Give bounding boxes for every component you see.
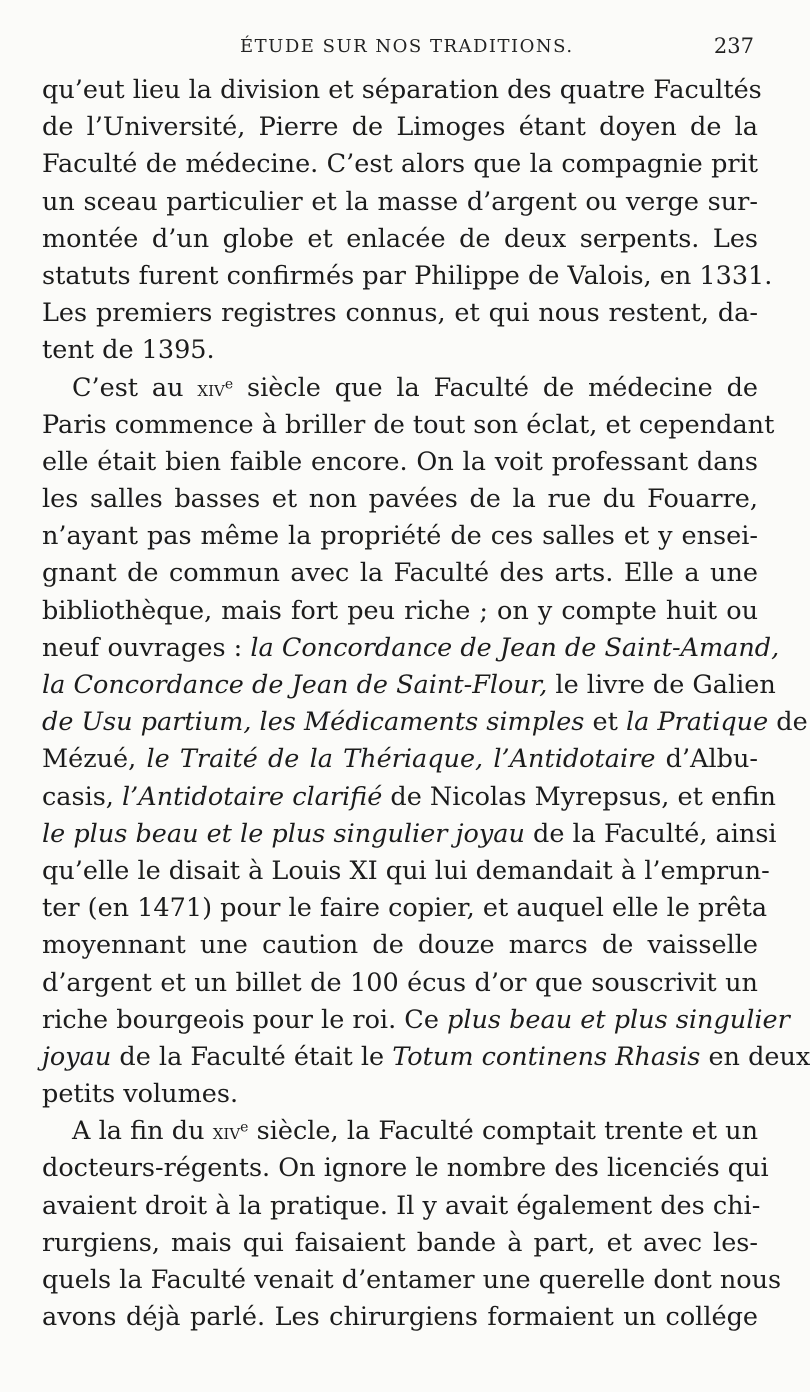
text-run: neuf ouvrages :: [42, 632, 251, 663]
text-line: [42, 704, 808, 741]
running-head: [42, 0, 758, 72]
emphasis: joyau: [42, 1041, 112, 1072]
text-line: de l’Université, Pierre de Limoges étant doyen de la: [42, 112, 758, 143]
text-line: bibliothèque, mais fort peu riche ; on y compte huit ou: [42, 595, 758, 626]
text-run: de la Faculté, ainsi: [524, 818, 777, 849]
text-line: elle était bien faible encore. On la voit professant dans: [42, 446, 758, 477]
text-line: docteurs-régents. On ignore le nombre des licenciés qui: [42, 1153, 769, 1184]
text-run: et: [584, 707, 626, 738]
text-line: avaient droit à la pratique. Il y avait également des chi-: [42, 1190, 761, 1221]
book-title: de Usu partium, les Médicaments simples: [42, 707, 585, 738]
text-line: un sceau particulier et la masse d’argent ou verge sur-: [42, 186, 758, 217]
text-line: Les premiers registres connus, et qui nous restent, da-: [42, 298, 758, 329]
text-line: [42, 741, 758, 778]
book-title: la Pratique: [625, 707, 769, 738]
roman-numeral: xiv: [212, 1120, 241, 1146]
text-run: riche bourgeois pour le roi. Ce: [42, 1004, 448, 1035]
book-title: la Concordance de Jean de Saint-Amand,: [250, 632, 780, 663]
text-run: casis,: [42, 781, 123, 812]
text-line: d’argent et un billet de 100 écus d’or que souscrivit un: [42, 967, 758, 998]
text-line: ter (en 1471) pour le faire copier, et auquel elle le prêta: [42, 893, 768, 924]
text-line: tent de 1395.: [42, 335, 215, 366]
superscript: e: [240, 1119, 249, 1136]
text-line: gnant de commun avec la Faculté des arts. Elle a une: [42, 558, 758, 589]
text-line: Faculté de médecine. C’est alors que la compagnie prit: [42, 149, 758, 180]
text-line: quels la Faculté venait d’entamer une querelle dont nous: [42, 1265, 782, 1295]
text-run: le livre de Galien: [547, 670, 776, 700]
text-line: moyennant une caution de douze marcs de vaisselle: [42, 930, 758, 961]
text-line: les salles basses et non pavées de la rue du Fouarre,: [42, 484, 758, 515]
text-line: [42, 1113, 758, 1150]
text-run: de la Faculté était le: [111, 1041, 393, 1072]
text-run: C’est au: [72, 372, 198, 403]
text-run: en deux: [700, 1041, 810, 1072]
text-run: de Nicolas Myrepsus, et enfin: [382, 781, 776, 812]
paragraph-3: [42, 1113, 782, 1336]
text-line: [42, 1002, 790, 1039]
paragraph-1: [42, 72, 773, 370]
running-title: ÉTUDE SUR NOS TRADITIONS.: [240, 36, 574, 57]
text-run: d’Albu-: [655, 744, 758, 775]
text-line: statuts furent confirmés par Philippe de Valois, en 1331.: [42, 260, 773, 291]
book-title: le Traité de la Thériaque, l’Antidotaire: [146, 744, 656, 775]
text-line: [42, 630, 780, 667]
paragraph-2: [42, 370, 810, 1114]
text-run: siècle que la Faculté de médecine de: [233, 372, 758, 403]
superscript: e: [224, 375, 234, 392]
book-title: la Concordance de Jean de Saint-Flour,: [42, 670, 548, 700]
page-number: 237: [713, 34, 754, 58]
text-line: qu’elle le disait à Louis XI qui lui demandait à l’emprun-: [42, 855, 770, 886]
emphasis: plus beau et plus singulier: [447, 1004, 790, 1035]
text-line: [42, 779, 776, 816]
text-line: n’ayant pas même la propriété de ces salles et y ensei-: [42, 521, 758, 552]
roman-numeral: xiv: [197, 376, 225, 402]
text-line: petits volumes.: [42, 1079, 239, 1110]
book-title: Totum continens Rhasis: [392, 1041, 701, 1072]
text-run: de: [768, 707, 808, 738]
text-line: [42, 1039, 810, 1076]
text-run: A la fin du: [72, 1116, 213, 1147]
text-line: avons déjà parlé. Les chirurgiens formaient un collége: [42, 1302, 758, 1333]
body-text: [42, 72, 810, 1336]
emphasis: le plus beau et le plus singulier joyau: [42, 818, 525, 849]
text-run: Mézué,: [42, 744, 147, 775]
text-line: qu’eut lieu la division et séparation des quatre Facultés: [42, 75, 762, 105]
book-title: l’Antidotaire clarifié: [122, 781, 383, 812]
text-line: [42, 816, 777, 853]
text-line: [42, 370, 758, 407]
text-line: [42, 667, 776, 704]
text-run: siècle, la Faculté comptait trente et un: [248, 1116, 758, 1147]
text-line: rurgiens, mais qui faisaient bande à part, et avec les-: [42, 1227, 758, 1258]
text-line: montée d’un globe et enlacée de deux serpents. Les: [42, 223, 758, 254]
text-line: Paris commence à briller de tout son éclat, et cependant: [42, 409, 775, 440]
